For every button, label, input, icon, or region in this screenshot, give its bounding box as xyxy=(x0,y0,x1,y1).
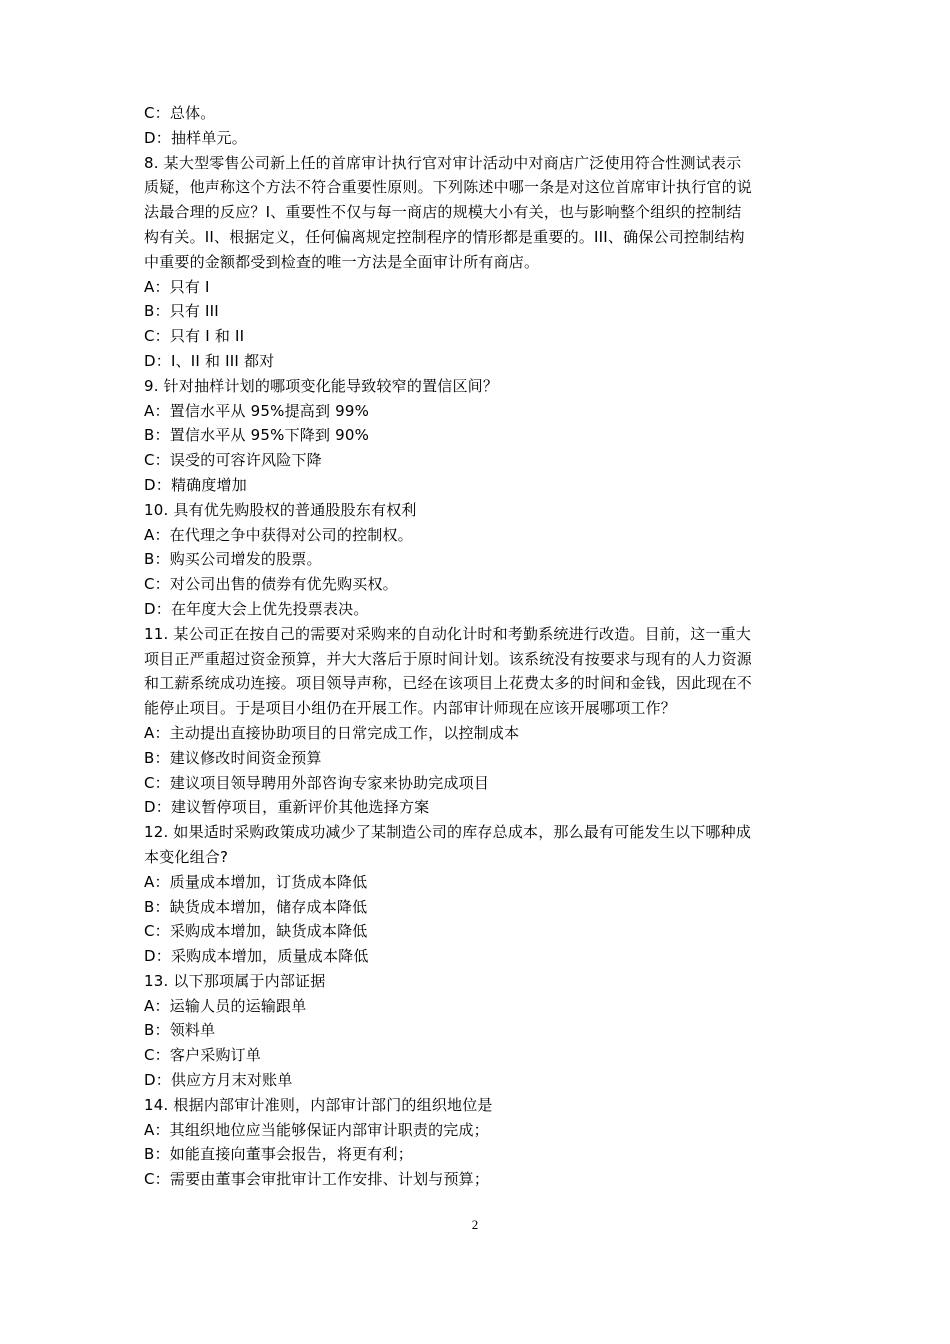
option-line: C：总体。 xyxy=(144,104,216,122)
option-line: B：建议修改时间资金预算 xyxy=(144,748,322,767)
option-line: A：在代理之争中获得对公司的控制权。 xyxy=(144,525,413,544)
option-line: D：抽样单元。 xyxy=(144,128,247,147)
option-line: C：只有 I 和 II xyxy=(144,327,245,346)
option-line: C：建议项目领导聘用外部咨询专家来协助完成项目 xyxy=(144,773,490,792)
question-stem: 8. 某大型零售公司新上任的首席审计执行官对审计活动中对商店广泛使用符合性测试表示 质疑，他声称这个方法不符合重要性原则。下列陈述中哪一条是对这位首席审计执行官的说 法最合理的反应？I、重要性不仅与每一商店的规模大小有关，也与影响整个组织的控制结 构有关。II、根据定义，任何偏离规定控制程序的情形都是重要的。III、确保公司控制结构 中重要的金额都受到检查的唯一方法是全面审计所有商店。 xyxy=(144,153,753,271)
option-line: C：客户采购订单 xyxy=(144,1046,262,1065)
question-stem: 11. 某公司正在按自己的需要对采购来的自动化计时和考勤系统进行改造。目前，这一重大 项目正严重超过资金预算，并大大落后于原时间计划。该系统没有按要求与现有的人力资源 和工薪系统成功连接。项目领导声称，已经在该项目上花费太多的时间和金钱，因此现在不 能停止项目。于是项目小组仍在开展工作。内部审计师现在应该开展哪项工作？ xyxy=(144,624,753,718)
option-line: A：运输人员的运输跟单 xyxy=(144,996,307,1015)
option-line: A：质量成本增加，订货成本降低 xyxy=(144,872,368,891)
option-line: B：缺货成本增加，储存成本降低 xyxy=(144,897,368,916)
option-line: D：采购成本增加，质量成本降低 xyxy=(144,947,369,966)
option-line: D：供应方月末对账单 xyxy=(144,1071,293,1090)
option-line: B：领料单 xyxy=(144,1021,216,1040)
option-line: D：I、II 和 III 都对 xyxy=(144,351,275,370)
option-line: A：只有 I xyxy=(144,277,210,296)
question-stem: 12. 如果适时采购政策成功减少了某制造公司的库存总成本，那么最有可能发生以下哪种成 本变化组合? xyxy=(144,823,752,866)
option-line: B：购买公司增发的股票。 xyxy=(144,550,322,569)
option-line: D：精确度增加 xyxy=(144,475,247,494)
option-line: B：置信水平从 95%下降到 90% xyxy=(144,426,370,445)
page-number: 2 xyxy=(471,1217,479,1232)
option-line: A：置信水平从 95%提高到 99% xyxy=(144,401,370,420)
option-line: D：在年度大会上优先投票表决。 xyxy=(144,599,369,618)
option-line: B：如能直接向董事会报告，将更有利； xyxy=(144,1145,413,1164)
option-line: B：只有 III xyxy=(144,302,219,321)
option-line: C：采购成本增加，缺货成本降低 xyxy=(144,922,368,941)
question-stem: 13. 以下那项属于内部证据 xyxy=(144,971,326,990)
option-line: C：需要由董事会审批审计工作安排、计划与预算； xyxy=(144,1170,490,1189)
option-line: C：对公司出售的债券有优先购买权。 xyxy=(144,575,398,594)
option-line: A：主动提出直接协助项目的日常完成工作，以控制成本 xyxy=(144,723,520,742)
page-content xyxy=(144,101,824,1192)
question-stem: 14. 根据内部审计准则，内部审计部门的组织地位是 xyxy=(144,1095,493,1114)
option-line: A：其组织地位应当能够保证内部审计职责的完成； xyxy=(144,1120,489,1139)
option-line: D：建议暂停项目，重新评价其他选择方案 xyxy=(144,798,430,817)
option-line: C：误受的可容许风险下降 xyxy=(144,451,322,470)
question-stem: 9. 针对抽样计划的哪项变化能导致较窄的置信区间？ xyxy=(144,376,499,395)
question-stem: 10. 具有优先购股权的普通股股东有权利 xyxy=(144,500,417,519)
